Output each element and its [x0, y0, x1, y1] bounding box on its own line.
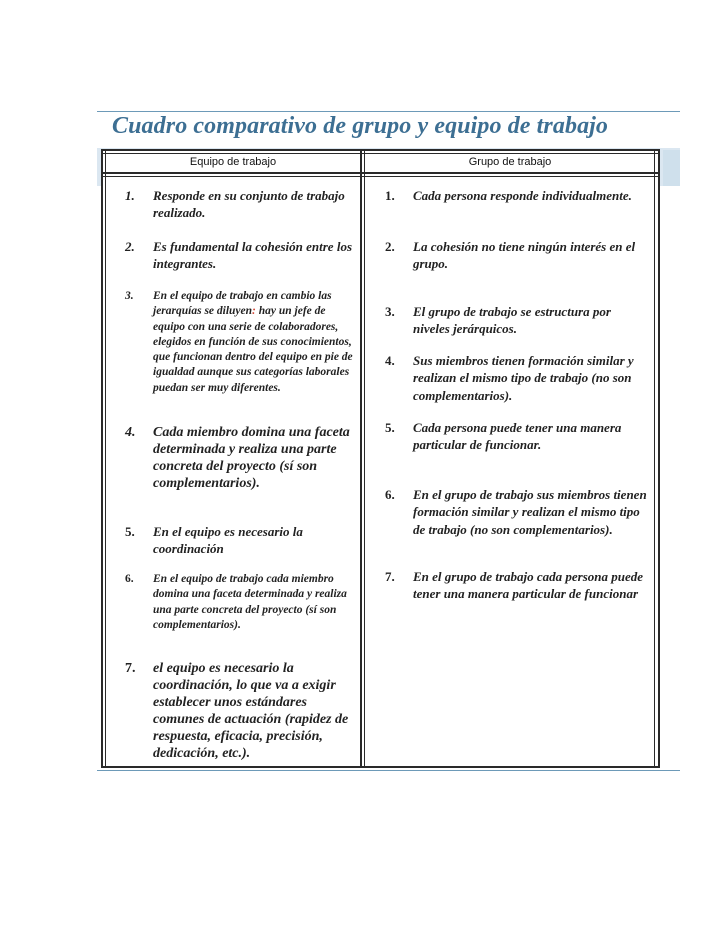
- table-border-bottom: [101, 766, 660, 768]
- left-item-2-number: 2.: [125, 239, 135, 254]
- header-equipo-label: Equipo de trabajo: [189, 155, 277, 168]
- table-bottom-rule: [97, 770, 680, 771]
- left-item-1-number: 1.: [125, 188, 135, 203]
- left-item-6-text: En el equipo de trabajo cada miembro domina una faceta determinada y realiza una parte concreta del proyecto (sí son complementarios).: [153, 573, 347, 631]
- right-item-6-text: En el grupo de trabajo sus miembros tienen formación similar y realizan el mismo tipo de trabajo (no son complementarios).: [413, 487, 647, 537]
- left-item-7-text: el equipo es necesario la coordinación, lo que va a exigir establecer unos estándares comunes de actuación (rapidez de respuesta, eficacia, precisión, dedicación, etc.).: [153, 661, 349, 761]
- left-item-4-text: Cada miembro domina una faceta determinada y realiza una parte concreta del proyecto (sí son complementarios).: [153, 425, 350, 491]
- right-item-7-number: 7.: [385, 569, 395, 584]
- left-item-1-text: Responde en su conjunto de trabajo realizado.: [153, 188, 345, 221]
- header-divider-inner: [101, 176, 660, 177]
- right-item-1-number: 1.: [385, 188, 395, 203]
- right-item-6-number: 6.: [385, 487, 395, 502]
- right-item-3-text: El grupo de trabajo se estructura por niveles jerárquicos.: [413, 304, 611, 337]
- right-item-1-text: Cada persona responde individualmente.: [413, 188, 632, 203]
- right-item-3-number: 3.: [385, 304, 395, 319]
- left-item-1: [125, 187, 355, 222]
- left-item-2: [125, 238, 355, 273]
- left-item-3-colon: :: [252, 305, 256, 318]
- left-item-4-number: 4.: [125, 425, 136, 440]
- table-column-divider-inner: [364, 149, 365, 768]
- right-item-3: [385, 303, 650, 338]
- right-item-5: [385, 419, 650, 454]
- right-item-6: [385, 486, 650, 538]
- table-border-left-inner: [105, 149, 106, 768]
- document-title: Cuadro comparativo de grupo y equipo de trabajo: [112, 113, 609, 139]
- left-item-5-number: 5.: [125, 524, 135, 539]
- left-item-5-text: En el equipo es necesario la coordinación: [153, 524, 303, 557]
- left-item-4: [125, 424, 357, 492]
- right-item-4: [385, 352, 650, 404]
- right-item-5-number: 5.: [385, 420, 395, 435]
- left-item-3-number: 3.: [125, 290, 134, 302]
- header-equipo: [106, 150, 360, 173]
- right-item-4-text: Sus miembros tienen formación similar y realizan el mismo tipo de trabajo (no son complementarios).: [413, 353, 634, 403]
- right-item-7-text: En el grupo de trabajo cada persona puede tener una manera particular de funcionar: [413, 569, 644, 602]
- left-item-6: [125, 572, 355, 633]
- right-item-2: [385, 238, 650, 273]
- table-border-left: [101, 149, 103, 768]
- table-column-divider: [360, 149, 362, 768]
- right-item-4-number: 4.: [385, 353, 395, 368]
- left-item-3-text-b: hay un jefe de equipo con una serie de colaboradores, elegidos en función de sus conocimientos, que funcionan dentro del equipo en pie de igualdad aunque sus categorías laborales puedan ser muy diferentes.: [153, 305, 353, 394]
- left-item-3-text: [153, 289, 357, 396]
- header-grupo-label: Grupo de trabajo: [468, 155, 552, 168]
- title-top-rule: [97, 111, 680, 112]
- right-item-1: [385, 187, 650, 204]
- left-item-3: [125, 289, 357, 396]
- right-item-7: [385, 568, 650, 603]
- header-grupo: [365, 150, 655, 173]
- right-item-2-number: 2.: [385, 239, 395, 254]
- left-item-6-number: 6.: [125, 573, 134, 585]
- left-item-3-text-a: En el equipo de trabajo en cambio las jerarquías se diluyen: [153, 290, 332, 318]
- table-border-right-inner: [654, 149, 655, 768]
- left-item-7-number: 7.: [125, 661, 136, 676]
- left-item-5: [125, 523, 355, 558]
- right-item-5-text: Cada persona puede tener una manera particular de funcionar.: [413, 420, 622, 453]
- header-side-strip: [663, 150, 680, 186]
- right-item-2-text: La cohesión no tiene ningún interés en el grupo.: [413, 239, 636, 272]
- left-item-7: [125, 660, 357, 762]
- table-border-right: [658, 149, 660, 768]
- left-item-2-text: Es fundamental la cohesión entre los integrantes.: [153, 239, 352, 272]
